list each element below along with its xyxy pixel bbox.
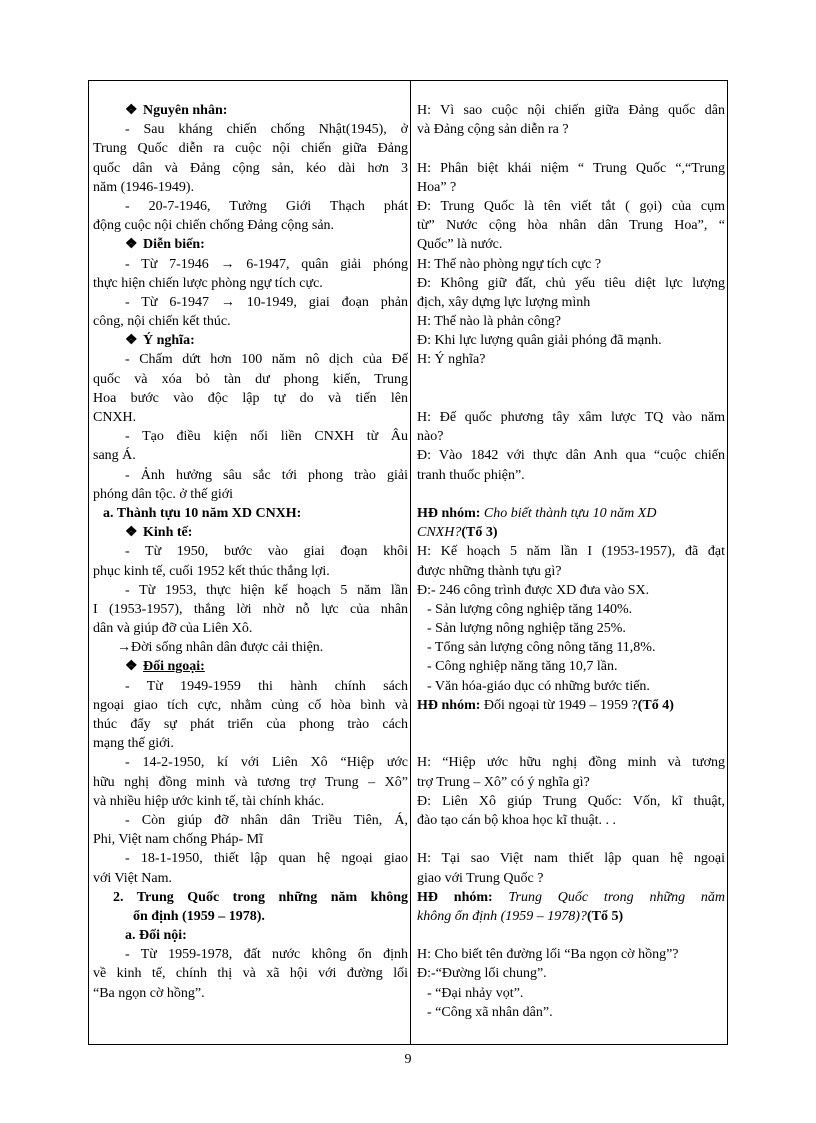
text-line: - Từ 1953, thực hiện kế hoạch 5 năm lần: [125, 582, 408, 598]
text-line: về kinh tế, chính thị và xã hội với đường lối: [93, 966, 408, 982]
text-line: - Từ 1949-1959 thi hành chính sách: [125, 678, 408, 694]
qa-line: từ” Nước cộng hòa nhân dân Trung Hoa”, “: [417, 218, 725, 234]
qa-line: địch, xây dựng lực lượng mình: [417, 294, 591, 310]
qa-line: - Tổng sản lượng công nông tăng 11,8%.: [427, 640, 656, 656]
text-line: “Ba ngọn cờ hồng”.: [93, 985, 205, 1001]
heading-section-2: 2. Trung Quốc trong những năm không: [113, 889, 408, 905]
bullet-icon: ❖: [125, 659, 138, 675]
qa-line: H: Đế quốc phương tây xâm lược TQ vào năm: [417, 410, 725, 425]
bullet-icon: ❖: [125, 103, 138, 118]
heading-section-2-cont: ổn định (1959 – 1978).: [133, 908, 265, 924]
text-line: CNXH.: [93, 410, 137, 425]
text-line: - 14-2-1950, kí với Liên Xô “Hiệp ước: [125, 755, 408, 771]
group-task-2: HĐ nhóm: Đối ngoại từ 1949 – 1959 ?(Tổ 4): [417, 697, 674, 713]
activity-column: [411, 81, 727, 1044]
text-line: mạng thế giới.: [93, 736, 174, 752]
text-line: - Từ 1959-1978, đất nước không ổn định: [125, 947, 408, 963]
qa-line: Quốc” là nước.: [417, 237, 503, 253]
qa-line: H: Phân biệt khái niệm “ Trung Quốc “,“Trung: [417, 160, 725, 176]
group-task-3-cont: không ổn định (1959 – 1978)?(Tổ 5): [417, 908, 624, 924]
qa-line: - “Đại nhảy vọt”.: [427, 985, 524, 1001]
qa-line: H: Thế nào là phản công?: [417, 314, 561, 330]
qa-line: - Văn hóa-giáo dục có những bước tiến.: [427, 678, 650, 694]
qa-line: Đ:-“Đường lối chung”.: [417, 966, 547, 982]
qa-line: Đ:- 246 công trình được XD đưa vào SX.: [417, 582, 650, 598]
text-line: với Việt Nam.: [93, 870, 173, 886]
qa-line: H: “Hiệp ước hữu nghị đồng minh và tương: [417, 755, 725, 771]
bullet-icon: ❖: [125, 333, 138, 349]
text-line: →Đời sống nhân dân được cải thiện.: [117, 640, 324, 656]
qa-line: H: Tại sao Việt nam thiết lập quan hệ ngoại: [417, 851, 725, 867]
text-line: dân và giúp đỡ của Liên Xô.: [93, 621, 253, 637]
heading-y-nghia: ❖ Ý nghĩa:: [93, 331, 408, 350]
bullet-icon: ❖: [125, 237, 138, 253]
text-line: quốc dân và Đảng cộng sản, kéo dài hơn 3: [93, 160, 408, 176]
heading-doi-noi: a. Đối nội:: [125, 928, 187, 944]
group-task-3: HĐ nhóm: Trung Quốc trong những năm: [417, 889, 725, 905]
qa-line: H: Thế nào phòng ngự tích cực ?: [417, 256, 602, 272]
text-line: thúc đẩy sự phát triển của phong trào cách: [93, 717, 408, 732]
text-line: phóng dân tộc. ở thế giới: [93, 486, 234, 502]
text-line: - Còn giúp đỡ nhân dân Triều Tiên, Á,: [125, 812, 408, 828]
text-line: I (1953-1957), thắng lời nhờ nỗ lực của nhân: [93, 601, 408, 617]
text-line: - Tạo điều kiện nối liền CNXH từ Âu: [125, 429, 408, 445]
lesson-table: [88, 80, 728, 1045]
content-column: [89, 81, 411, 1044]
text-line: - Từ 7-1946 → 6-1947, quân giải phóng: [125, 256, 408, 272]
text-line: - Ảnh hưởng sâu sắc tới phong trào giải: [125, 467, 408, 483]
text-line: công, nội chiến kết thúc.: [93, 314, 231, 330]
qa-line: H: Cho biết tên đường lối “Ba ngọn cờ hồng”?: [417, 947, 679, 963]
qa-line: giao với Trung Quốc ?: [417, 870, 544, 886]
text-line: - Từ 6-1947 → 10-1949, giai đoạn phản: [125, 294, 408, 310]
text-line: Hoa bước vào độc lập tự do và tiến lên: [93, 390, 408, 406]
text-line: sang Á.: [93, 448, 136, 464]
heading-kinh-te: ❖ Kinh tế:: [93, 523, 408, 542]
bullet-icon: ❖: [125, 525, 138, 541]
text-line: - 20-7-1946, Tưởng Giới Thạch phát: [125, 198, 408, 214]
text-line: Trung Quốc diễn ra cuộc nội chiến giữa Đảng: [93, 141, 408, 157]
group-task-1: HĐ nhóm: Cho biết thành tựu 10 năm XD: [417, 505, 657, 521]
heading-doi-ngoai: ❖ Đối ngoại:: [93, 657, 408, 676]
text-line: - 18-1-1950, thiết lập quan hệ ngoại giao: [125, 851, 408, 867]
qa-line: Đ: Trung Quốc là tên viết tắt ( gọi) của cụm: [417, 198, 725, 214]
text-line: quốc và xóa bỏ tàn dư phong kiến, Trung: [93, 371, 408, 387]
text-line: và nhiều hiệp ước kinh tế, tài chính khác.: [93, 793, 325, 809]
heading-thanh-tuu: a. Thành tựu 10 năm XD CNXH:: [103, 505, 302, 521]
qa-line: - Công nghiệp năng tăng 10,7 lần.: [427, 659, 618, 675]
qa-line: nào?: [417, 429, 444, 445]
qa-line: - Sản lượng công nghiệp tăng 140%.: [427, 601, 633, 617]
qa-line: Đ: Khi lực lượng quân giải phóng đã mạnh.: [417, 333, 662, 349]
qa-line: H: Kế hoạch 5 năm lần I (1953-1957), đã đạt: [417, 544, 725, 560]
group-task-1-cont: CNXH?(Tổ 3): [417, 525, 498, 541]
qa-line: Đ: Không giữ đất, chủ yếu tiêu diệt lực lượng: [417, 275, 725, 291]
qa-line: H: Vì sao cuộc nội chiến giữa Đảng quốc dân: [417, 103, 725, 118]
text-line: Phi, Việt nam chống Pháp- Mĩ: [93, 832, 264, 848]
text-line: thực hiện chiến lược phòng ngự tích cực.: [93, 275, 323, 291]
text-line: hữu nghị đồng minh và tương trợ Trung – Xô”: [93, 774, 408, 790]
qa-line: Đ: Liên Xô giúp Trung Quốc: Vốn, kĩ thuật,: [417, 793, 725, 809]
text-line: - Từ 1950, bước vào giai đoạn khôi: [125, 544, 408, 560]
text-line: - Chấm dứt hơn 100 năm nô dịch của Đế: [125, 352, 408, 368]
qa-line: và Đảng cộng sản diễn ra ?: [417, 122, 569, 138]
qa-line: tranh thuốc phiện”.: [417, 467, 525, 483]
qa-line: - “Công xã nhân dân”.: [427, 1004, 553, 1020]
text-line: - Sau kháng chiến chống Nhật(1945), ở: [125, 122, 408, 138]
qa-line: đào tạo cán bộ khoa học kĩ thuật. . .: [417, 812, 617, 828]
qa-line: Đ: Vào 1842 với thực dân Anh qua “cuộc chiến: [417, 448, 725, 464]
qa-line: - Sản lượng nông nghiệp tăng 25%.: [427, 621, 626, 637]
text-line: phục kinh tế, cuối 1952 kết thúc thắng lợi.: [93, 563, 330, 579]
page-number: 9: [404, 1052, 412, 1067]
text-line: năm (1946-1949).: [93, 179, 195, 195]
heading-dien-bien: ❖ Diễn biến:: [93, 235, 408, 254]
qa-line: được những thành tựu gì?: [417, 563, 562, 579]
text-line: động cuộc nội chiến chống Đảng cộng sản.: [93, 218, 335, 234]
heading-nguyen-nhan: ❖ Nguyên nhân:: [93, 101, 408, 120]
text-line: ngoại giao tích cực, nhằm củng cố hòa bình và: [93, 697, 408, 713]
qa-line: H: Ý nghĩa?: [417, 352, 486, 368]
qa-line: Hoa” ?: [417, 179, 457, 195]
qa-line: trợ Trung – Xô” có ý nghĩa gì?: [417, 774, 590, 790]
